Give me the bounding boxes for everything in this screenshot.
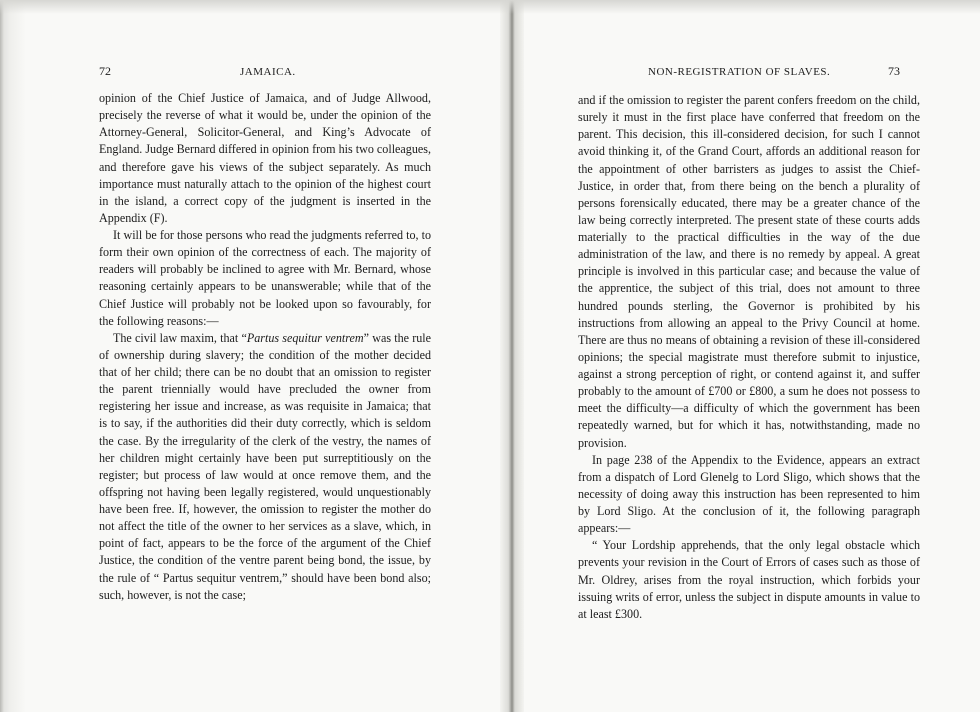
paragraph — [99, 330, 431, 604]
paragraph: opinion of the Chief Justice of Jamaica, and of Judge Allwood, precisely the reverse of what it would be, under the opinion of the Attorney-General, Solicitor-General, and King’s Advocate of England. Judge Bernard differed in opinion from his two colleagues, and therefore gave his views of the subject separately. As much importance must naturally attach to the opinion of the highest court in the island, a correct copy of the judgment is inserted in the Appendix (F). — [99, 91, 431, 225]
page-number: 73 — [888, 64, 900, 78]
body-text — [578, 92, 920, 623]
paragraph: In page 238 of the Appendix to the Evidence, appears an extract from a dispatch of Lord Glenelg to Lord Sligo, which shows that the necessity of doing away this instruction has been represented to him by Lord Sligo. At the conclusion of it, the following paragraph appears:— — [578, 452, 920, 536]
right-page — [512, 0, 980, 712]
page-edge-shadow — [0, 0, 26, 712]
running-head: NON-REGISTRATION OF SLAVES. — [648, 66, 831, 78]
page-number: 72 — [99, 64, 111, 78]
paragraph-text: The civil law maxim, that “ — [113, 330, 247, 345]
italic-phrase: Partus sequitur ventrem — [246, 330, 364, 345]
paragraph: It will be for those persons who read the judgments referred to, to form their own opinion of the correctness of each. The majority of readers will probably be inclined to agree with Mr. Bernard, whose reasoning certainly appears to be unanswerable; while that of the Chief Justice will probably not be looked upon so favourably, for the following reasons:— — [99, 228, 431, 328]
running-head: JAMAICA. — [240, 66, 296, 78]
body-text — [99, 90, 431, 604]
paragraph: “ Your Lordship apprehends, that the only legal obstacle which prevents your revision in the Court of Errors of cases such as those of Mr. Oldrey, arises from the royal instruction, which forbids your issuing writs of error, unless the subject in dispute amounts in value to at least £300. — [578, 538, 920, 621]
paragraph: and if the omission to register the parent confers freedom on the child, surely it must in the first place have conferred that freedom on the parent. This decision, this ill-considered decision, for such I cannot avoid thinking it, of the Grand Court, affords an additional reason for the appointment of other barristers as judges to assist the Chief-Justice, in order that, from there being on the bench a plurality of persons forensically educated, there may be a greater chance of the law being correctly interpreted. The present state of these courts adds materially to the practical difficulties in the way of the due administration of the law, and there is no remedy by appeal. A great principle is involved in this particular case; and because the value of the apprentice, the subject of this trial, does not amount to three hundred pounds sterling, the Governor is prohibited by his instructions from allowing an appeal to the Privy Council at home. There are thus no means of obtaining a revision of these ill-considered opinions; the special magistrate must therefore submit to injustice, against a strong perception of right, or contend against it, and suffer probably to the amount of £700 or £800, a sum he does not possess to meet the difficulty—a difficulty of which the government has been repeatedly warned, but for which it has, notwithstanding, made no provision. — [578, 93, 920, 450]
paragraph-text: ” was the rule of ownership during slavery; the condition of the mother decided that of her child; there can be no doubt that an omission to register the parent triennially would have precluded the owner from registering her issue and increase, as was requisite in Jamaica; that is to say, if the authorities did their duty correctly, which is seldom the case. By the irregularity of the clerk of the vestry, the names of her children might certainly have been put surreptitiously on the register; but process of law would at once remove them, and the offspring not having been legally registered, would unquestionably have been free. If, however, the omission to register the mother do not affect the title of the owner to her services as a slave, which, in point of fact, appears to be the force of the argument of the Chief Justice, the condition of the ventre parent being bond, the issue, by the rule of “ Partus sequitur ventrem,” should have been bond also; such, however, is not the case; — [99, 330, 431, 602]
book-gutter — [500, 0, 524, 712]
top-edge-shadow — [0, 0, 980, 14]
